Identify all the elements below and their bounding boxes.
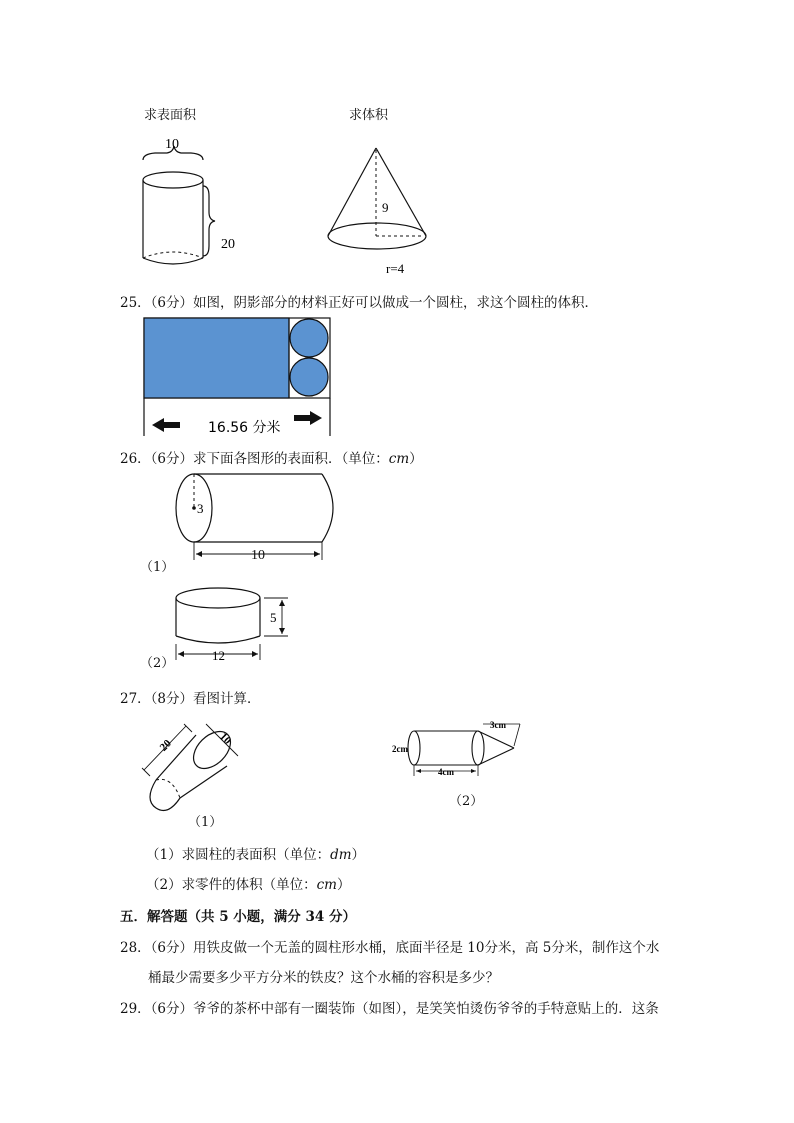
q27-figure-label-1: （1） [188, 815, 223, 830]
length-label-fig1: 10 [251, 548, 265, 563]
surface-area-title: 求表面积 [144, 108, 197, 123]
tilted-cylinder-figure [138, 718, 248, 818]
cylinder-diameter-label: 10 [217, 730, 234, 748]
shaded-circle-bottom [290, 358, 328, 396]
question-29-line-1: 29．（6分）爷爷的茶杯中部有一圈装饰（如图），是笑笑怕烫伤爷爷的手特意贴上的．这条 [120, 1001, 659, 1017]
question-26: 26．（6分）求下面各图形的表面积．（单位：cm） [120, 451, 423, 467]
rectangle-cylinder-figure [140, 314, 335, 439]
cylinder-height-label: 20 [221, 237, 235, 252]
lying-cylinder-figure [170, 468, 350, 568]
part-diameter-label: 2cm [392, 744, 408, 754]
shaded-circle-top [290, 319, 328, 357]
left-arrow-icon [152, 418, 180, 432]
short-cylinder-figure [170, 584, 295, 664]
cylinder-cone-part-figure [390, 718, 525, 778]
part-length-label: 4cm [438, 767, 454, 777]
cylinder-figure-q24 [125, 130, 255, 280]
section-5-title: 五．解答题（共 5 小题，满分 34 分） [120, 909, 356, 925]
width-label-fig2: 12 [212, 648, 225, 663]
cone-figure-q24 [320, 140, 440, 280]
question-27: 27．（8分）看图计算． [120, 691, 261, 707]
question-25: 25．（6分）如图，阴影部分的材料正好可以做成一个圆柱，求这个圆柱的体积． [120, 295, 599, 311]
volume-title: 求体积 [349, 108, 389, 123]
question-28-line-1: 28．（6分）用铁皮做一个无盖的圆柱形水桶，底面半径是 10分米，高 5分米，制作这个水 [120, 940, 660, 956]
cone-dimension-label: 3cm [490, 720, 506, 730]
cylinder-top-label: 10 [165, 137, 179, 152]
q27-figure-label-2: （2） [449, 794, 484, 809]
cylinder-length-label: 20 [157, 737, 174, 754]
question-28-line-2: 桶最少需要多少平方分米的铁皮？这个水桶的容积是多少？ [148, 970, 499, 986]
radius-label: 3 [197, 501, 204, 516]
height-label-fig2: 5 [270, 610, 277, 625]
length-label: 16.56 分米 [208, 420, 281, 436]
q27-subquestion-1: （1）求圆柱的表面积（单位：dm） [146, 847, 366, 863]
cone-height-label: 9 [382, 200, 389, 215]
right-arrow-icon [294, 411, 322, 425]
cone-radius-label: r=4 [386, 261, 405, 276]
figure-label-2: （2） [140, 656, 175, 671]
shaded-rectangle [144, 318, 289, 398]
figure-label-1: （1） [140, 560, 175, 575]
q27-subquestion-2: （2）求零件的体积（单位：cm） [146, 877, 351, 893]
